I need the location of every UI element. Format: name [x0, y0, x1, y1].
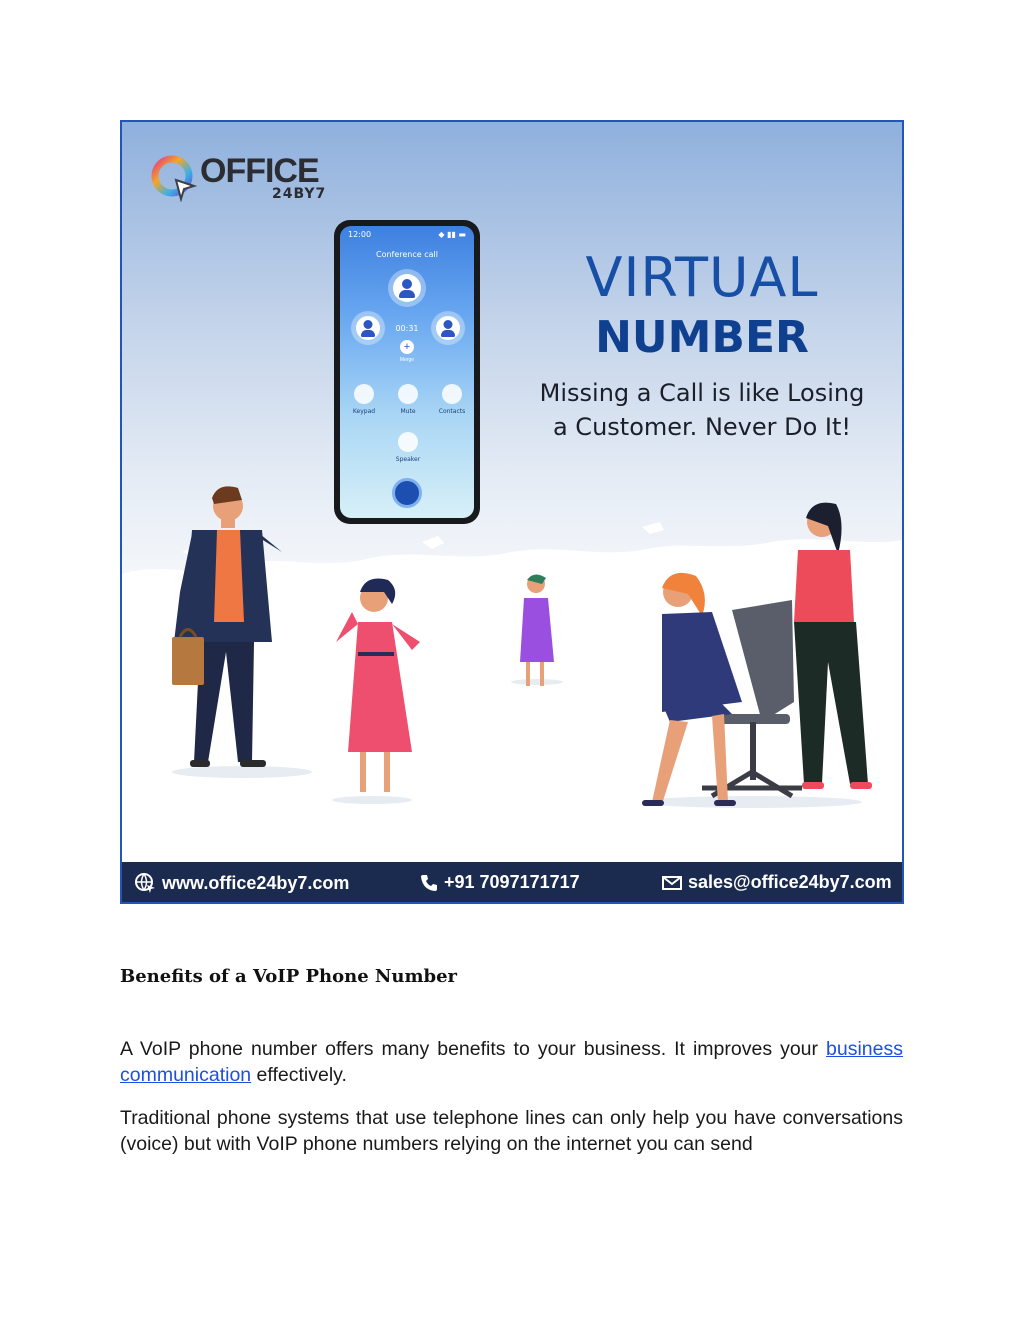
status-icons: ◆ ▮▮ ▬	[438, 230, 466, 239]
email-contact[interactable]	[662, 872, 892, 893]
paragraph-1-text-after: effectively.	[251, 1064, 347, 1086]
woman-purple-dress-illustration	[520, 574, 554, 686]
logo-wordmark: OFFICE	[200, 152, 319, 190]
paragraph-2: Traditional phone systems that use telephone lines can only help you have conversations (voice) but with VoIP phone numbers relying on the internet you can send	[120, 1107, 903, 1155]
headline-number: NUMBER	[595, 312, 809, 363]
call-timer: 00:31	[395, 324, 419, 333]
call-title: Conference call	[375, 250, 438, 259]
tagline-line-1: Missing a Call is like Losing	[539, 379, 865, 407]
phone-text: +91 7097171717	[444, 872, 580, 892]
mail-icon	[662, 876, 682, 890]
email-text: sales@office24by7.com	[688, 872, 892, 892]
globe-cursor-icon	[134, 872, 156, 894]
speaker-label: Speaker	[395, 456, 421, 463]
paragraph-1-text-before: A VoIP phone number offers many benefits to your business. It improves your	[120, 1038, 827, 1060]
tagline-line-2: a Customer. Never Do It!	[552, 413, 852, 441]
woman-seated-chair-illustration	[642, 573, 802, 806]
status-time: 12:00	[348, 230, 372, 239]
woman-standing-red-illustration	[794, 503, 872, 789]
phone-contact[interactable]	[420, 872, 580, 893]
people-illustration	[122, 122, 902, 862]
woman-pink-dress-illustration	[336, 579, 420, 793]
mute-label: Mute	[400, 408, 416, 415]
merge-label: Merge	[399, 357, 415, 363]
paragraph-1	[120, 1036, 903, 1088]
keypad-label: Keypad	[352, 408, 376, 415]
virtual-number-banner	[120, 120, 904, 904]
website-link[interactable]	[134, 872, 349, 894]
contacts-label: Contacts	[438, 408, 466, 415]
logo-subtext: 24BY7	[272, 186, 327, 202]
website-text: www.office24by7.com	[162, 872, 350, 893]
phone-icon	[420, 874, 438, 892]
merge-call-button[interactable]: +	[400, 340, 414, 354]
contact-footer	[122, 862, 902, 902]
man-on-phone-illustration	[172, 486, 282, 767]
headline-virtual: VIRTUAL	[585, 246, 819, 309]
section-heading: Benefits of a VoIP Phone Number	[120, 966, 458, 987]
business-communication-link[interactable]: business communication	[120, 1038, 903, 1086]
